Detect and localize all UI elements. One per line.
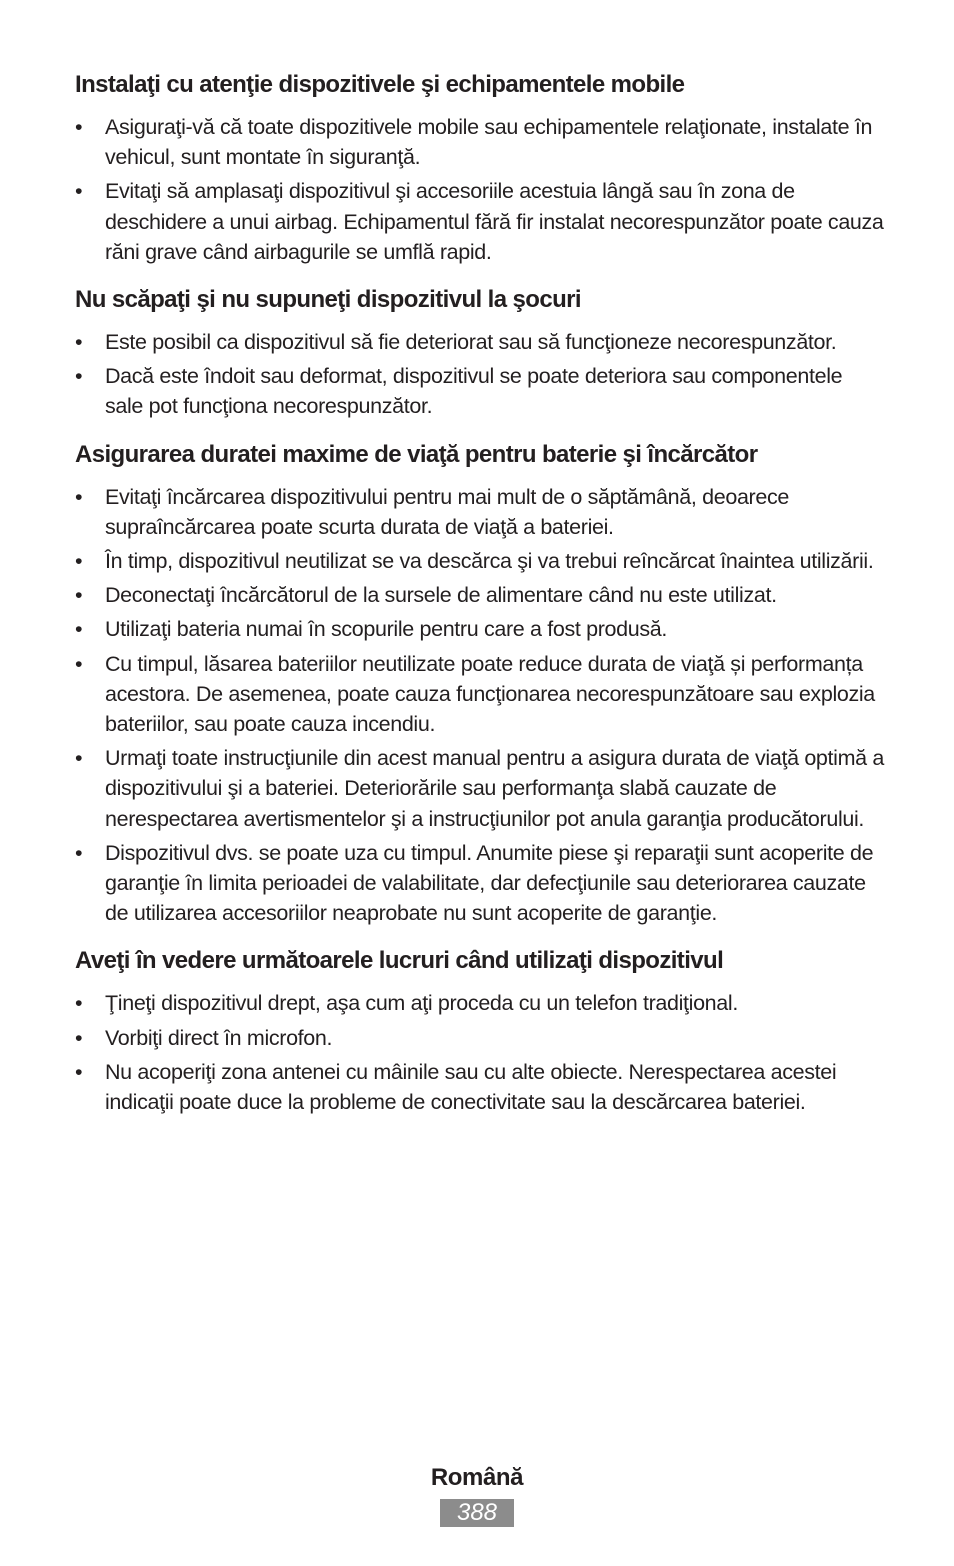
page-number-badge: 388 (440, 1499, 514, 1527)
list-item (75, 1057, 885, 1117)
list-item-text: Deconectaţi încărcătorul de la sursele de alimentare când nu este utilizat. (105, 583, 777, 608)
list-item-text: Asiguraţi-vă că toate dispozitivele mobile sau echipamentele relaţionate, instalate în vehicul, sunt montate în siguranţă. (105, 115, 873, 170)
bullet-icon: • (75, 746, 83, 771)
bullet-icon: • (75, 115, 83, 139)
list-item-text: Ţineţi dispozitivul drept, aşa cum aţi proceda cu un telefon tradiţional. (105, 991, 738, 1016)
list-item-text: Evitaţi încărcarea dispozitivului pentru mai mult de o săptămână, deoarece supraîncărcarea poate scurta durata de viaţă a bateriei. (105, 484, 789, 539)
list-item (75, 838, 885, 929)
list-item (75, 482, 885, 542)
list-item-text: Evitaţi să amplasaţi dispozitivul şi accesoriile acestuia lângă sau în zona de deschidere a unui airbag. Echipamentul fără fir instalat necorespunzător poate cauza răni grave când airbagurile se umflă rapid. (105, 179, 884, 264)
list-item (75, 546, 885, 576)
list-item-text: Dacă este îndoit sau deformat, dispozitivul se poate deteriora sau componentele sale pot funcţiona necorespunzător. (105, 364, 843, 419)
list-item (75, 176, 885, 267)
bullet-icon: • (75, 364, 83, 389)
list-item (75, 614, 885, 644)
list-item-text: Cu timpul, lăsarea bateriilor neutilizate poate reduce durata de viaţă și performanța acestora. De asemenea, poate cauza funcţionarea necorespunzătoare sau explozia bateriilor, sau poate cauza incendiu. (105, 651, 875, 737)
language-label: Română (430, 1464, 524, 1491)
bullet-icon: • (75, 179, 83, 204)
list-item-text: Utilizaţi bateria numai în scopurile pentru care a fost produsă. (105, 617, 667, 642)
bullet-icon: • (75, 617, 83, 642)
section-heading: Instalaţi cu atenţie dispozitivele şi echipamentele mobile (75, 71, 685, 98)
list-item-text: Dispozitivul dvs. se poate uza cu timpul. Anumite piese şi reparaţii sunt acoperite de garanţie în limita perioadei de valabilitate, dar defecţiunile sau deteriorarea cauzate de utilizarea accesoriilor neaprobate nu sunt acoperite de garanţie. (105, 840, 874, 926)
list-item (75, 361, 885, 421)
bullet-list (75, 327, 885, 422)
list-item-text: Urmaţi toate instrucţiunile din acest manual pentru a asigura durata de viaţă optimă a dispozitivului şi a bateriei. Deteriorările sau performanţa slabă cauzate de nerespectarea avertismentelor şi a instrucţiunilor pot anula garanţia producătorului. (105, 746, 884, 831)
bullet-icon: • (75, 583, 83, 608)
section-heading: Asigurarea duratei maxime de viaţă pentru baterie şi încărcător (75, 440, 758, 468)
page-footer (0, 1463, 954, 1527)
bullet-icon: • (75, 1025, 83, 1050)
list-item-text: În timp, dispozitivul neutilizat se va descărca şi va trebui reîncărcat înaintea utilizării. (105, 549, 874, 574)
section-battery-life (75, 440, 885, 929)
bullet-icon: • (75, 651, 83, 676)
list-item (75, 327, 885, 357)
section-heading: Nu scăpaţi şi nu supuneţi dispozitivul la şocuri (75, 286, 581, 314)
document-body (75, 70, 885, 1135)
list-item (75, 743, 885, 834)
bullet-icon: • (75, 840, 83, 865)
bullet-list (75, 482, 885, 929)
section-usage-tips (75, 946, 885, 1117)
list-item (75, 649, 885, 740)
section-heading: Aveţi în vedere următoarele lucruri când utilizaţi dispozitivul (75, 947, 724, 975)
bullet-icon: • (75, 484, 83, 509)
list-item (75, 580, 885, 610)
bullet-list (75, 112, 885, 267)
bullet-icon: • (75, 549, 83, 574)
section-install-devices (75, 70, 885, 267)
section-no-drop (75, 285, 885, 422)
bullet-list (75, 988, 885, 1117)
list-item (75, 112, 885, 172)
bullet-icon: • (75, 330, 83, 355)
list-item-text: Este posibil ca dispozitivul să fie deteriorat sau să funcţioneze necorespunzător. (105, 330, 837, 355)
list-item (75, 1023, 885, 1053)
list-item-text: Nu acoperiţi zona antenei cu mâinile sau cu alte obiecte. Nerespectarea acestei indicaţii poate duce la probleme de conectivitate sau la descărcarea bateriei. (105, 1059, 837, 1115)
bullet-icon: • (75, 991, 83, 1016)
list-item-text: Vorbiţi direct în microfon. (105, 1025, 333, 1050)
list-item (75, 988, 885, 1018)
bullet-icon: • (75, 1059, 83, 1084)
